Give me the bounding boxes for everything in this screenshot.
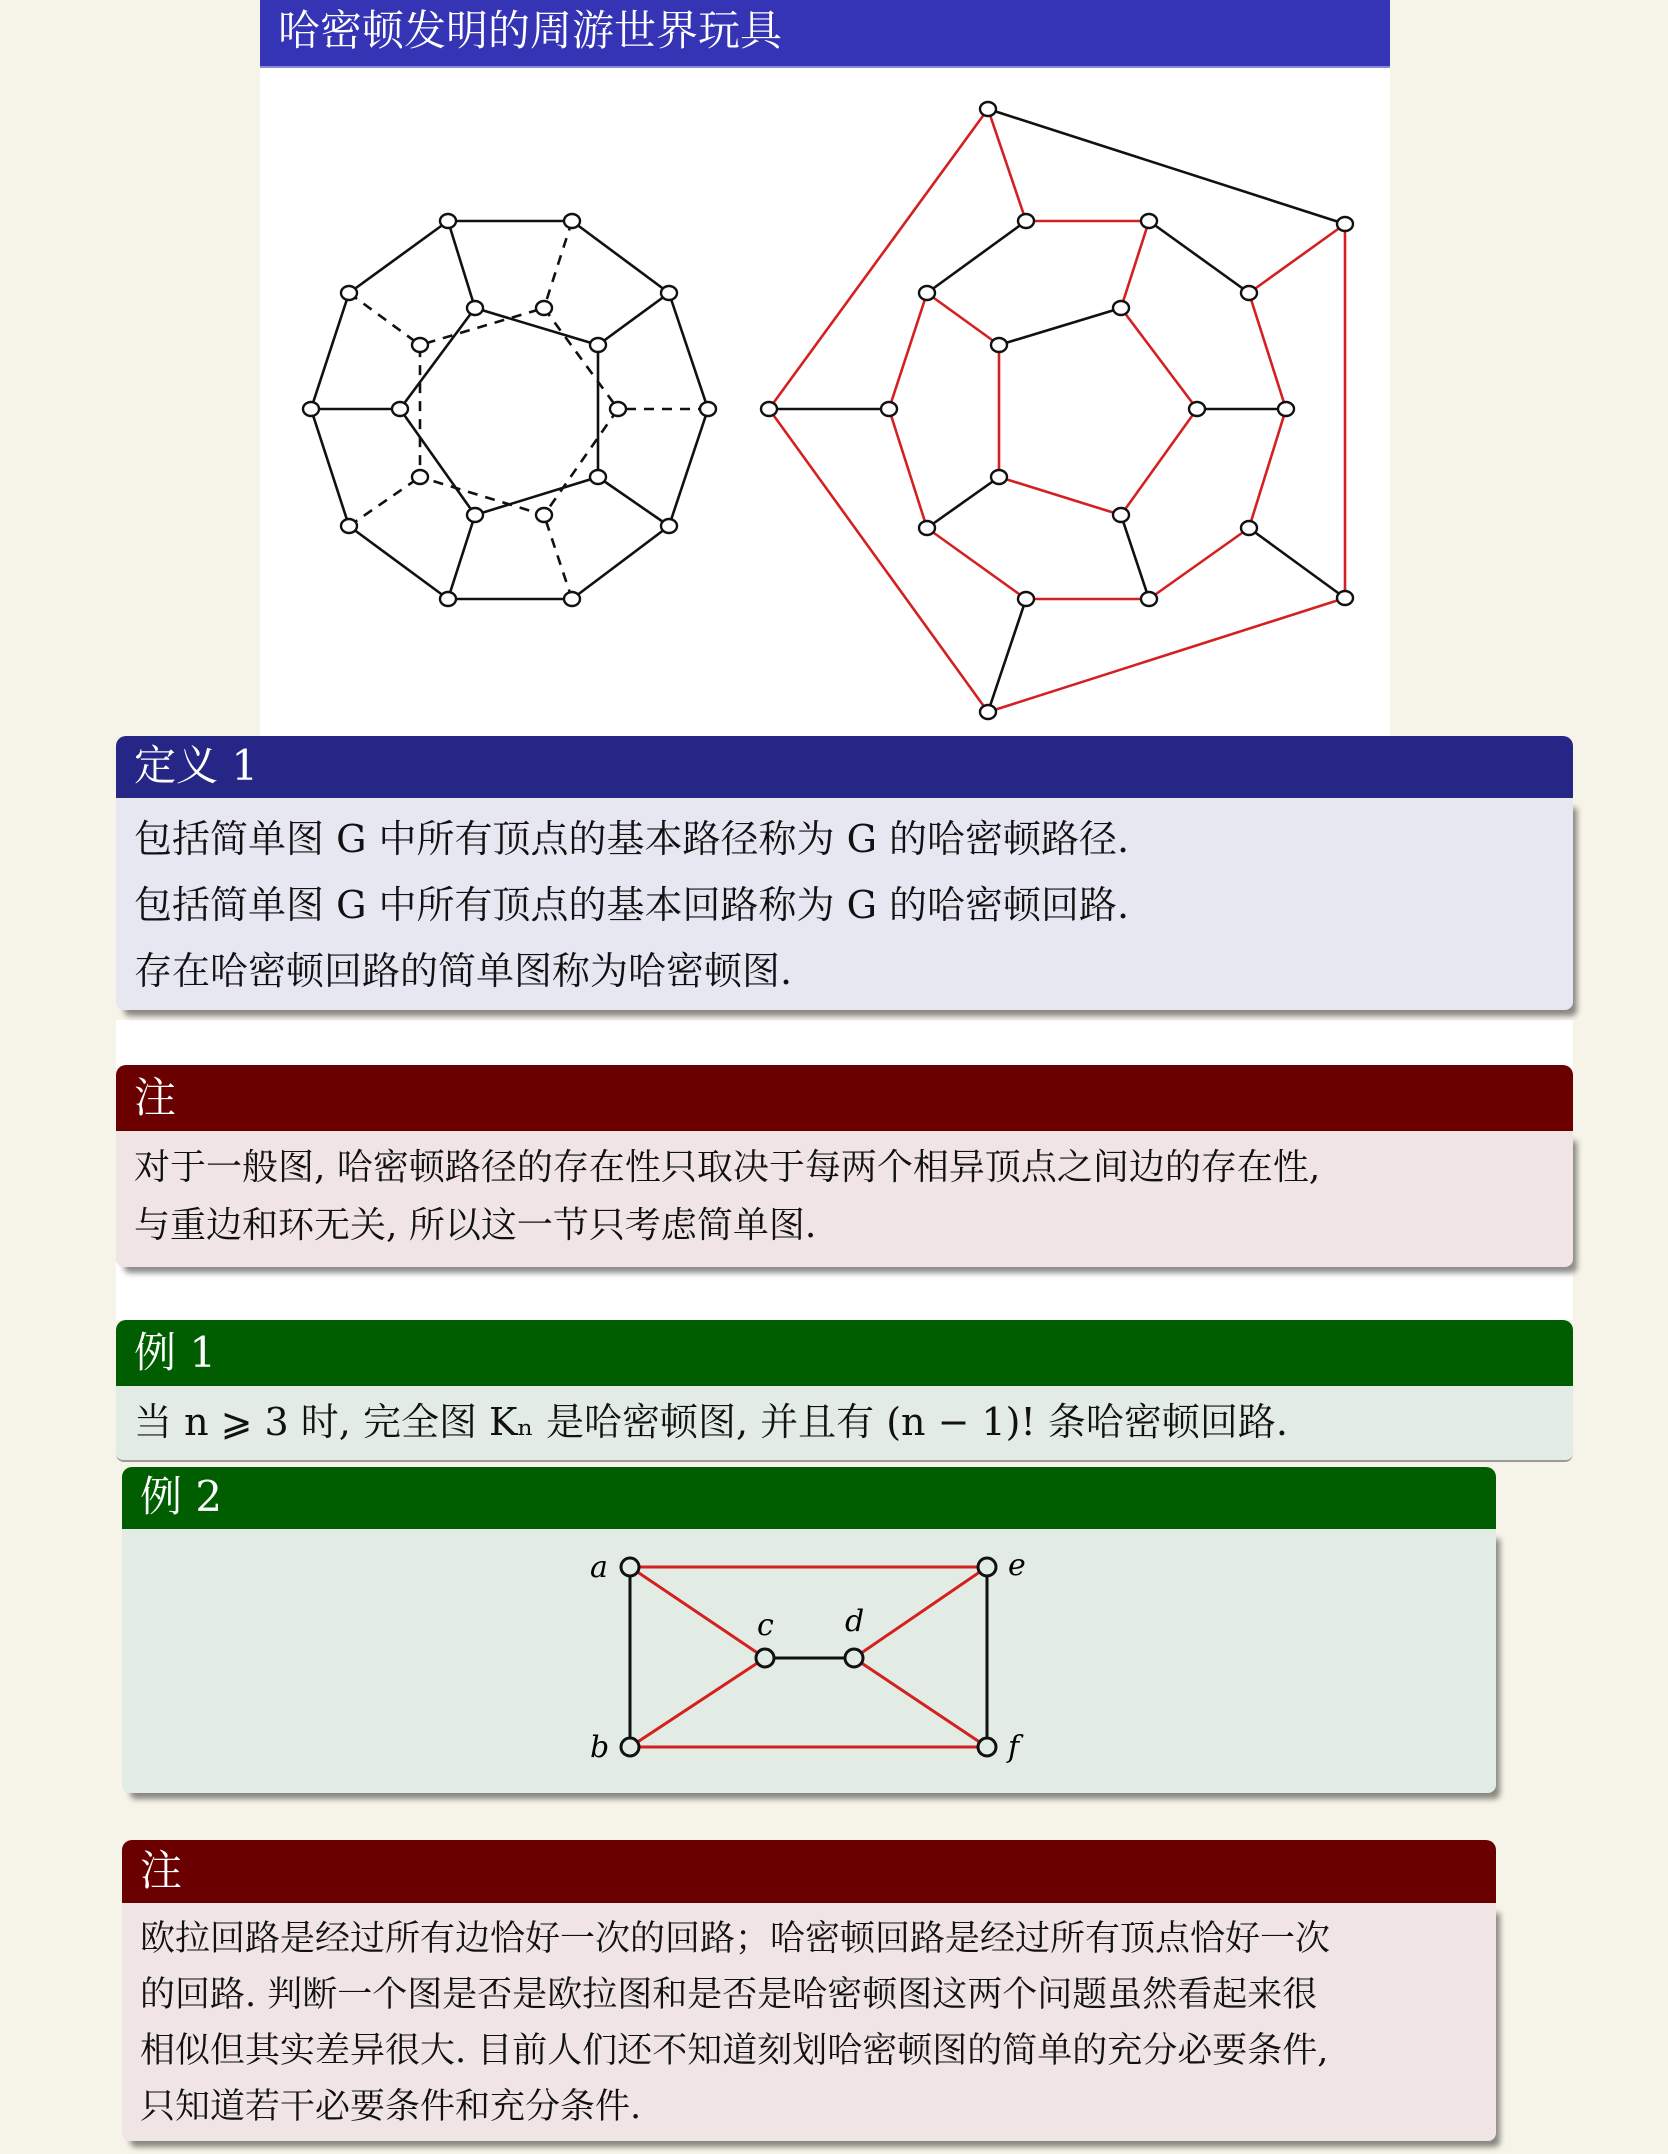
definition-line: 包括简单图 G 中所有顶点的基本回路称为 G 的哈密顿回路. bbox=[134, 883, 1130, 927]
vertex-label-f: f bbox=[1008, 1730, 1020, 1765]
definition-line: 包括简单图 G 中所有顶点的基本路径称为 G 的哈密顿路径. bbox=[134, 817, 1130, 861]
note-title: 注 bbox=[116, 1065, 1573, 1131]
vertex-label-d: d bbox=[845, 1604, 865, 1639]
note-2-block bbox=[122, 1840, 1496, 2141]
definition-title: 定义 1 bbox=[116, 736, 1573, 798]
dodecahedron-figures bbox=[0, 0, 1668, 740]
definition-line: 存在哈密顿回路的简单图称为哈密顿图. bbox=[134, 949, 793, 993]
hamilton-cycle-edges bbox=[769, 109, 1345, 712]
example-2-body bbox=[122, 1529, 1496, 1793]
definition-block bbox=[116, 736, 1573, 1010]
example-1-text: 当 n ⩾ 3 时, 完全图 Kₙ 是哈密顿图, 并且有 (n − 1)! 条哈密顿回路. bbox=[134, 1400, 1288, 1444]
example-1-title: 例 1 bbox=[116, 1320, 1573, 1386]
vertex-label-e: e bbox=[1008, 1548, 1026, 1583]
example-1-body bbox=[116, 1386, 1573, 1462]
note-2-body bbox=[122, 1903, 1496, 2141]
slide-title: 哈密顿发明的周游世界玩具 bbox=[260, 0, 1390, 68]
note-2-line: 相似但其实差异很大. 目前人们还不知道刻划哈密顿图的简单的充分必要条件, bbox=[140, 2031, 1329, 2071]
example-2-block bbox=[122, 1467, 1496, 1793]
dodecahedron-3d-figure bbox=[311, 221, 708, 599]
note-line: 对于一般图, 哈密顿路径的存在性只取决于每两个相异顶点之间边的存在性, bbox=[134, 1147, 1321, 1188]
vertex-label-b: b bbox=[590, 1730, 610, 1765]
note-block bbox=[116, 1065, 1573, 1267]
planar-vertices bbox=[761, 102, 1353, 719]
dodecahedron-planar-figure bbox=[769, 109, 1345, 712]
note-line: 与重边和环无关, 所以这一节只考虑简单图. bbox=[134, 1205, 817, 1246]
note-2-line: 的回路. 判断一个图是否是欧拉图和是否是哈密顿图这两个问题虽然看起来很 bbox=[140, 1975, 1318, 2015]
definition-body bbox=[116, 798, 1573, 1010]
vertex-label-a: a bbox=[590, 1550, 608, 1585]
note-2-line: 只知道若干必要条件和充分条件. bbox=[140, 2087, 642, 2127]
example-2-title: 例 2 bbox=[122, 1467, 1496, 1529]
vertex-label-c: c bbox=[757, 1608, 774, 1643]
note-2-line: 欧拉回路是经过所有边恰好一次的回路；哈密顿回路是经过所有顶点恰好一次 bbox=[140, 1919, 1331, 1959]
note-2-title: 注 bbox=[122, 1840, 1496, 1903]
note-body bbox=[116, 1131, 1573, 1267]
example-1-block bbox=[116, 1320, 1573, 1462]
